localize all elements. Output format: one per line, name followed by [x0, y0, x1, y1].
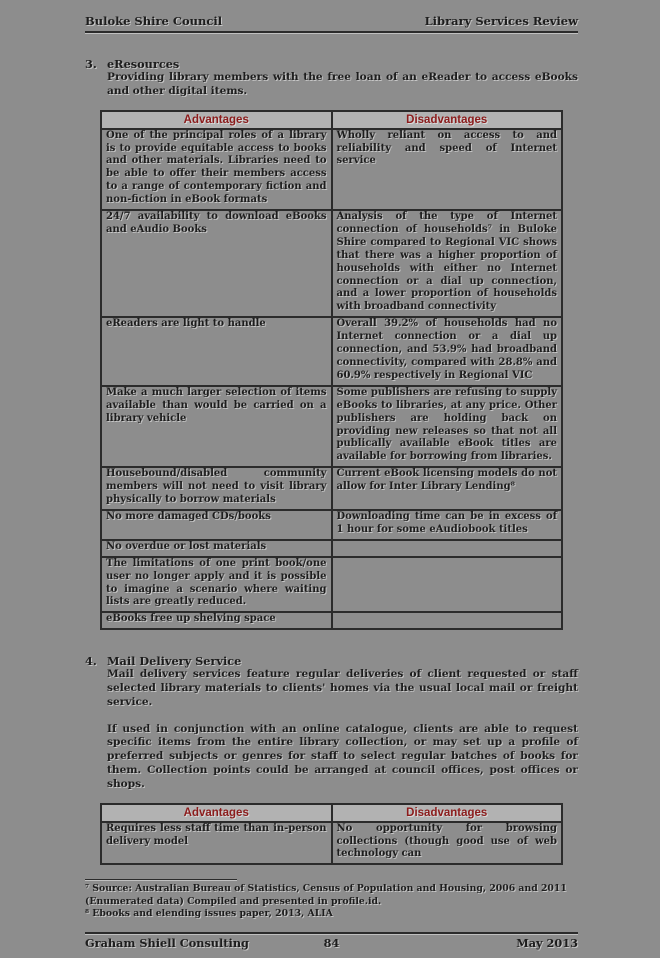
section-number: 4.	[85, 654, 97, 669]
advantage-cell: One of the principal roles of a library is to provide equitable access to books and other materials. Libraries need to be able to offer their members access to a range of contemporary fiction and non-fiction in eBook formats	[101, 129, 332, 210]
table-row	[101, 210, 562, 317]
table-row	[101, 129, 562, 210]
advantage-cell: eBooks free up shelving space	[101, 612, 332, 629]
table-row	[101, 317, 562, 386]
advantage-cell: 24/7 availability to download eBooks and eAudio Books	[101, 210, 332, 317]
disadvantage-cell	[332, 540, 563, 557]
header-rule	[85, 31, 578, 33]
table-row	[101, 386, 562, 467]
section-eresources	[85, 57, 578, 99]
table-header-row	[101, 804, 562, 822]
page-header	[85, 15, 578, 28]
section-number: 3.	[85, 57, 97, 71]
disadvantage-cell	[332, 612, 563, 629]
section-intro-paragraph: Providing library members with the free loan of an eReader to access eBooks and other digital items.	[107, 71, 578, 97]
footnote-separator-rule	[85, 879, 237, 880]
footer-left-text: Graham Shiell Consulting	[85, 936, 249, 950]
advantages-column-header: Advantages	[101, 804, 332, 822]
header-right-text: Library Services Review	[424, 14, 578, 28]
footnote: ⁸ Ebooks and elending issues paper, 2013, ALIA	[85, 908, 333, 920]
table-row	[101, 612, 562, 629]
footnotes	[85, 883, 578, 920]
disadvantage-cell: No opportunity for browsing collections (though good use of web technology can	[332, 822, 563, 865]
advantages-column-header: Advantages	[101, 111, 332, 129]
table-row	[101, 510, 562, 540]
disadvantage-cell: Some publishers are refusing to supply eBooks to libraries, at any price. Other publishers are holding back on providing new releases so that not all publically available eBook titles are available for borrowing from libraries.	[332, 386, 563, 467]
footer-rule	[85, 932, 578, 934]
advantage-cell: Make a much larger selection of items available than would be carried on a library vehicle	[101, 386, 332, 467]
advantage-cell: Housebound/disabled community members will not need to visit library physically to borrow materials	[101, 467, 332, 510]
disadvantage-cell: Analysis of the type of Internet connection of households⁷ in Buloke Shire compared to Regional VIC shows that there was a higher proportion of households with either no Internet connection or a dial up connection, and a lower proportion of households with broadband connectivity	[332, 210, 563, 317]
disadvantages-column-header: Disadvantages	[332, 804, 563, 822]
section-mail-delivery	[85, 654, 578, 791]
page-footer	[85, 929, 578, 950]
table-header-row	[101, 111, 562, 129]
advantage-cell: Requires less staff time than in-person delivery model	[101, 822, 332, 865]
disadvantage-cell	[332, 557, 563, 613]
advantage-cell: eReaders are light to handle	[101, 317, 332, 386]
table-row	[101, 540, 562, 557]
footer-page-number: 84	[323, 936, 340, 950]
disadvantage-cell: Overall 39.2% of households had no Internet connection or a dial up connection, and 53.9% had broadband connectivity, compared with 28.8% and 60.9% respectively in Regional VIC	[332, 317, 563, 386]
footnote: ⁷ Source: Australian Bureau of Statistics, Census of Population and Housing, 2006 and 2011 (Enumerated data) Compiled and presented in profile.id.	[85, 883, 567, 907]
advantage-cell: The limitations of one print book/one user no longer apply and it is possible to imagine a scenario where waiting lists are greatly reduced.	[101, 557, 332, 613]
table-row	[101, 557, 562, 613]
disadvantages-column-header: Disadvantages	[332, 111, 563, 129]
advantage-cell: No more damaged CDs/books	[101, 510, 332, 540]
section-title: Mail Delivery Service	[107, 654, 242, 669]
disadvantage-cell: Current eBook licensing models do not allow for Inter Library Lending⁸	[332, 467, 563, 510]
advantage-cell: No overdue or lost materials	[101, 540, 332, 557]
header-left-text: Buloke Shire Council	[85, 14, 223, 28]
footer-right-text: May 2013	[516, 936, 578, 950]
eresources-advantages-table	[100, 110, 563, 631]
section-body-paragraph: If used in conjunction with an online catalogue, clients are able to request specific items from the entire library collection, or may set up a profile of preferred subjects or genres for staff to select regular batches of books for them. Collection points could be arranged at council offices, post offices or shops.	[107, 722, 578, 790]
mail-delivery-advantages-table	[100, 803, 563, 866]
section-title: eResources	[107, 57, 180, 71]
table-row	[101, 467, 562, 510]
section-intro-paragraph: Mail delivery services feature regular deliveries of client requested or staff selected library materials to clients' homes via the usual local mail or freight service.	[107, 668, 578, 708]
disadvantage-cell: Wholly reliant on access to and reliability and speed of Internet service	[332, 129, 563, 210]
table-row	[101, 822, 562, 865]
disadvantage-cell: Downloading time can be in excess of 1 hour for some eAudiobook titles	[332, 510, 563, 540]
